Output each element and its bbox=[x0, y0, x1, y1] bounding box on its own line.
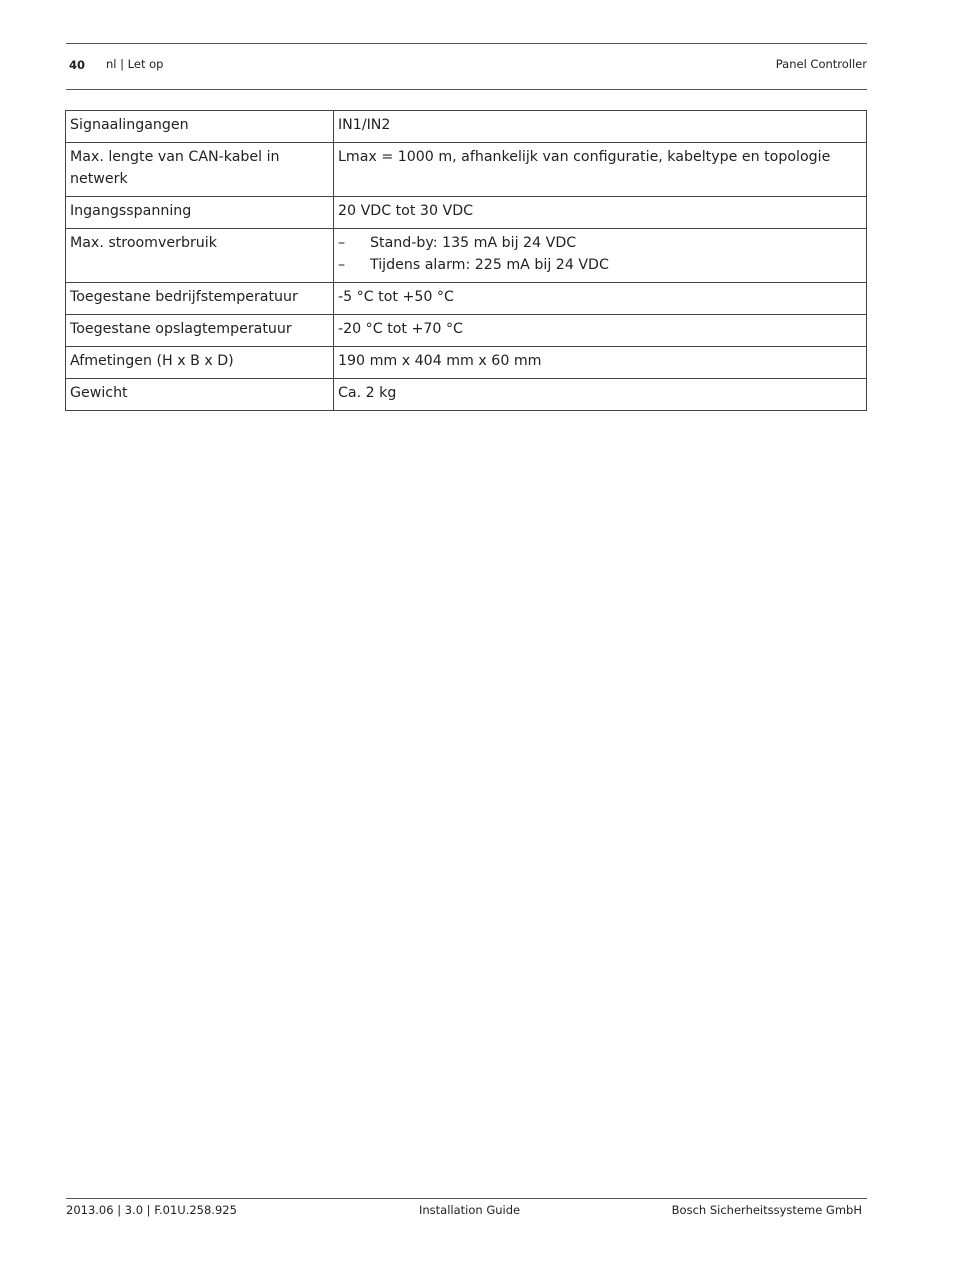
table-row bbox=[66, 379, 867, 411]
spec-value-list bbox=[334, 229, 867, 283]
list-item bbox=[338, 232, 862, 254]
spec-label: Toegestane opslagtemperatuur bbox=[66, 315, 334, 347]
spec-value: -20 °C tot +70 °C bbox=[334, 315, 867, 347]
list-item-text: Tijdens alarm: 225 mA bij 24 VDC bbox=[370, 257, 609, 273]
spec-label: Max. lengte van CAN-kabel in netwerk bbox=[66, 143, 334, 197]
list-item bbox=[338, 254, 862, 276]
table-row bbox=[66, 347, 867, 379]
table-row bbox=[66, 229, 867, 283]
table-row bbox=[66, 143, 867, 197]
footer-rule bbox=[66, 1198, 867, 1199]
document-type: Installation Guide bbox=[419, 1203, 521, 1217]
spec-value: -5 °C tot +50 °C bbox=[334, 283, 867, 315]
table-row bbox=[66, 315, 867, 347]
spec-value: IN1/IN2 bbox=[334, 111, 867, 143]
header-top-rule bbox=[66, 43, 867, 44]
spec-label: Max. stroomverbruik bbox=[66, 229, 334, 283]
document-info: 2013.06 | 3.0 | F.01U.258.925 bbox=[66, 1203, 237, 1217]
spec-label: Toegestane bedrijfstemperatuur bbox=[66, 283, 334, 315]
spec-label: Gewicht bbox=[66, 379, 334, 411]
header-bottom-rule bbox=[66, 89, 867, 90]
table-row bbox=[66, 111, 867, 143]
table-row bbox=[66, 197, 867, 229]
section-label: nl | Let op bbox=[106, 57, 164, 71]
spec-value: 190 mm x 404 mm x 60 mm bbox=[334, 347, 867, 379]
table-row bbox=[66, 283, 867, 315]
spec-label: Ingangsspanning bbox=[66, 197, 334, 229]
spec-value: Lmax = 1000 m, afhankelijk van configuratie, kabeltype en topologie bbox=[334, 143, 867, 197]
dash-bullet: – bbox=[338, 235, 346, 251]
spec-label: Afmetingen (H x B x D) bbox=[66, 347, 334, 379]
spec-value: 20 VDC tot 30 VDC bbox=[334, 197, 867, 229]
spec-label: Signaalingangen bbox=[66, 111, 334, 143]
list-item-text: Stand-by: 135 mA bij 24 VDC bbox=[370, 235, 577, 251]
spec-value: Ca. 2 kg bbox=[334, 379, 867, 411]
dash-bullet: – bbox=[338, 257, 346, 273]
specifications-table bbox=[65, 110, 867, 411]
document-title: Panel Controller bbox=[775, 57, 867, 71]
company-name: Bosch Sicherheitssysteme GmbH bbox=[671, 1203, 862, 1217]
page-number: 40 bbox=[69, 58, 86, 72]
